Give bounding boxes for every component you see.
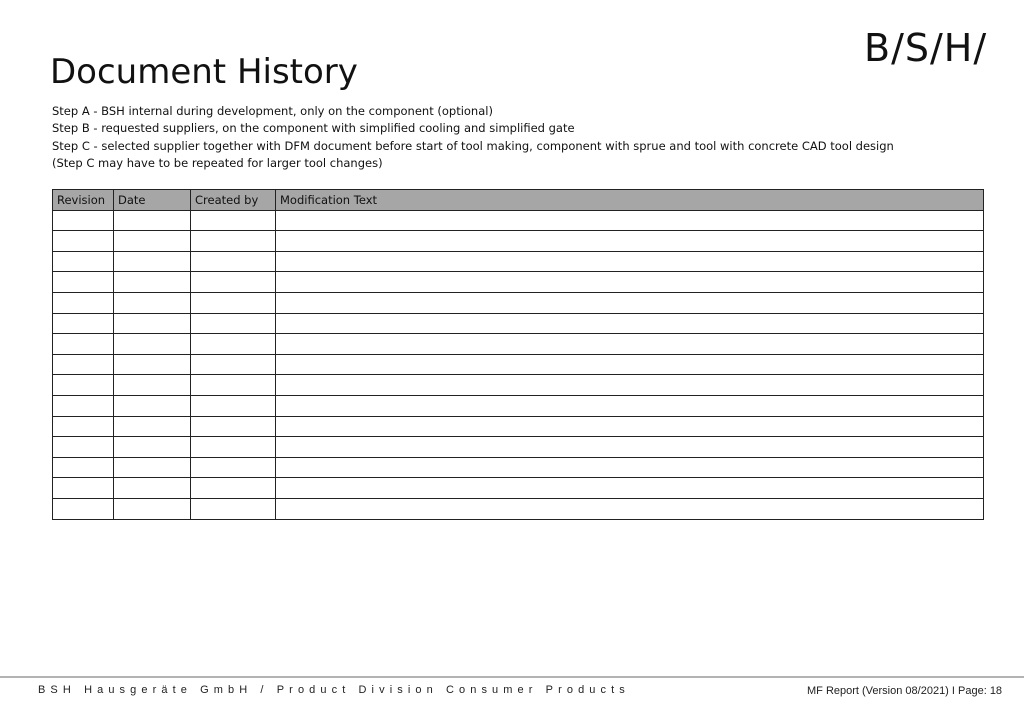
column-header-revision: Revision <box>53 190 114 211</box>
table-cell <box>114 354 191 375</box>
table-cell <box>276 457 984 478</box>
table-row <box>53 354 984 375</box>
table-cell <box>114 457 191 478</box>
table-cell <box>53 334 114 355</box>
table-cell <box>53 457 114 478</box>
table-row <box>53 292 984 313</box>
table-cell <box>191 354 276 375</box>
table-cell <box>191 478 276 499</box>
step-b-text: Step B - requested suppliers, on the component with simplified cooling and simplified gate <box>52 121 575 136</box>
step-a-text: Step A - BSH internal during development, only on the component (optional) <box>52 104 493 118</box>
table-cell <box>276 251 984 272</box>
table-cell <box>53 375 114 396</box>
table-cell <box>114 498 191 519</box>
table-cell <box>53 251 114 272</box>
table-row <box>53 251 984 272</box>
table-cell <box>276 272 984 293</box>
table-cell <box>53 313 114 334</box>
table-cell <box>114 416 191 437</box>
table-cell <box>114 478 191 499</box>
table-row <box>53 313 984 334</box>
table-cell <box>276 292 984 313</box>
step-c-note: (Step C may have to be repeated for larger tool changes) <box>52 155 383 170</box>
table-cell <box>53 437 114 458</box>
bsh-logo: B/S/H/ <box>864 26 988 70</box>
table-cell <box>276 395 984 416</box>
table-row <box>53 437 984 458</box>
table-row <box>53 498 984 519</box>
table-cell <box>53 416 114 437</box>
column-header-date: Date <box>114 190 191 211</box>
table-cell <box>114 437 191 458</box>
table-cell <box>114 251 191 272</box>
table-row <box>53 457 984 478</box>
table-cell <box>53 498 114 519</box>
table-header-row <box>53 190 984 211</box>
table-cell <box>276 231 984 252</box>
table-cell <box>53 210 114 231</box>
table-cell <box>53 272 114 293</box>
table-row <box>53 210 984 231</box>
table-cell <box>276 313 984 334</box>
footer-company: BSH Hausgeräte GmbH / Product Division Consumer Products <box>38 684 630 696</box>
table-body <box>53 210 984 519</box>
table-cell <box>114 395 191 416</box>
table-cell <box>276 354 984 375</box>
table-cell <box>191 313 276 334</box>
step-c-text: Step C - selected supplier together with DFM document before start of tool making, component with sprue and tool with concrete CAD tool design <box>52 138 894 153</box>
table-cell <box>114 313 191 334</box>
footer-divider <box>0 676 1024 678</box>
table-cell <box>114 292 191 313</box>
table-cell <box>191 416 276 437</box>
table-row <box>53 231 984 252</box>
table-cell <box>191 231 276 252</box>
column-header-created-by: Created by <box>191 190 276 211</box>
table-cell <box>191 395 276 416</box>
table-row <box>53 478 984 499</box>
table-cell <box>114 231 191 252</box>
table-row <box>53 375 984 396</box>
table-cell <box>53 395 114 416</box>
table-cell <box>191 251 276 272</box>
table-cell <box>53 292 114 313</box>
table-cell <box>114 375 191 396</box>
table-cell <box>276 437 984 458</box>
table-cell <box>191 272 276 293</box>
table-cell <box>191 334 276 355</box>
table-cell <box>114 334 191 355</box>
table-row <box>53 416 984 437</box>
table-cell <box>276 416 984 437</box>
table-cell <box>276 210 984 231</box>
table-row <box>53 395 984 416</box>
table-cell <box>276 478 984 499</box>
table-cell <box>276 334 984 355</box>
steps-description <box>52 103 982 172</box>
table-cell <box>191 210 276 231</box>
table-cell <box>53 354 114 375</box>
table-cell <box>276 375 984 396</box>
table-cell <box>191 457 276 478</box>
table-cell <box>191 498 276 519</box>
table-cell <box>191 437 276 458</box>
column-header-modification-text: Modification Text <box>276 190 984 211</box>
table-cell <box>191 375 276 396</box>
footer-page-info: MF Report (Version 08/2021) I Page: 18 <box>807 685 1003 697</box>
table-cell <box>276 498 984 519</box>
table-cell <box>191 292 276 313</box>
table-cell <box>53 231 114 252</box>
table-row <box>53 272 984 293</box>
page-title: Document History <box>50 52 358 92</box>
table-cell <box>114 272 191 293</box>
document-history-table <box>52 189 984 520</box>
table-cell <box>114 210 191 231</box>
table-cell <box>53 478 114 499</box>
table-row <box>53 334 984 355</box>
